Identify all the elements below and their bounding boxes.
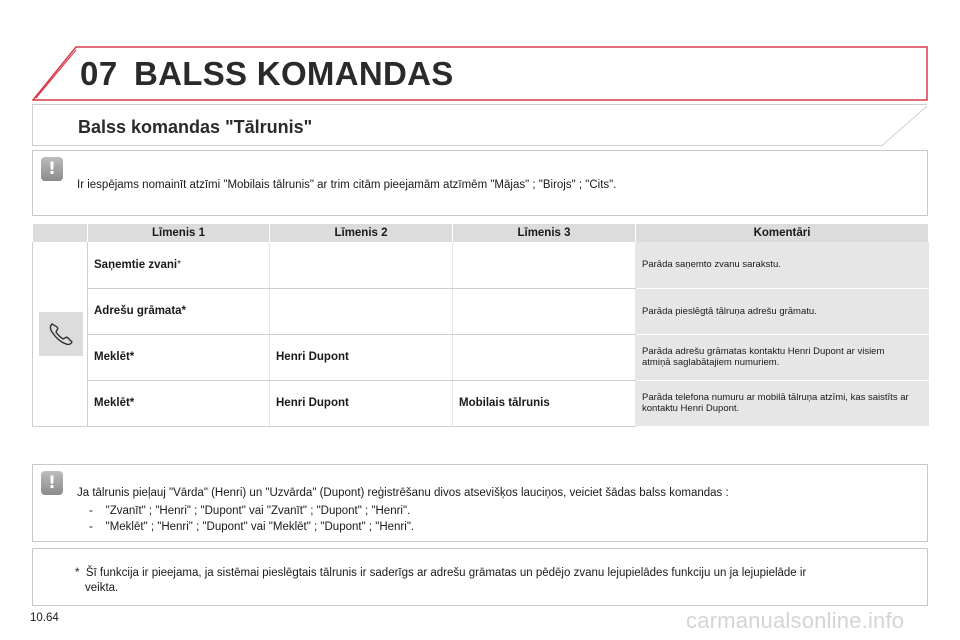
note-box-label-change [32, 150, 928, 216]
cell-level3: Mobilais tālrunis [453, 380, 636, 426]
exclamation-icon: ! [41, 157, 63, 181]
cell-level3 [453, 334, 636, 380]
cell-level2: Henri Dupont [270, 380, 453, 426]
table-header-comments: Komentāri [636, 224, 929, 242]
cell-level1: Meklēt* [88, 334, 270, 380]
chapter-number: 07 [80, 55, 118, 92]
table-header-icon [33, 224, 88, 242]
note-box-name-fields [32, 464, 928, 542]
cell-level1: Adrešu grāmata* [88, 288, 270, 334]
watermark: carmanualsonline.info [686, 608, 905, 633]
table-row [33, 288, 929, 334]
exclamation-icon: ! [41, 471, 63, 495]
note-name-fields-intro: Ja tālrunis pieļauj "Vārda" (Henri) un "Uzvārda" (Dupont) reģistrēšanu divos atsevišķos lauciņos, veiciet šādas balss komandas : [77, 487, 729, 499]
phone-command-table [32, 224, 929, 427]
cell-level2 [270, 288, 453, 334]
cell-level1 [88, 242, 270, 288]
chapter-title: BALSS KOMANDAS [134, 55, 454, 92]
table-header-row [33, 224, 929, 242]
table-row [33, 334, 929, 380]
note-name-fields-item2: - "Meklēt" ; "Henri" ; "Dupont" vai "Meklēt" ; "Dupont" ; "Henri". [89, 521, 415, 533]
section-title: Balss komandas "Tālrunis" [78, 117, 313, 137]
cell-level1: Meklēt* [88, 380, 270, 426]
footnote-box [32, 548, 928, 606]
cell-comment: Parāda saņemto zvanu sarakstu. [636, 242, 929, 288]
cell-comment: Parāda pieslēgtā tālruņa adrešu grāmatu. [636, 288, 929, 334]
cell-comment: Parāda telefona numuru ar mobilā tālruņa atzīmi, kas saistīts ar kontaktu Henri Dupont. [636, 380, 929, 426]
phone-icon [39, 312, 83, 356]
table-header-level2: Līmenis 2 [270, 224, 453, 242]
phone-icon-cell [33, 242, 88, 426]
note-label-change-text: Ir iespējams nomainīt atzīmi "Mobilais tālrunis" ar trim citām pieejamām atzīmēm "Mājas" ; "Birojs" ; "Cits". [77, 179, 617, 191]
table-row [33, 242, 929, 288]
footnote-star: * [177, 258, 181, 270]
cell-level3 [453, 288, 636, 334]
note-name-fields-item1: - "Zvanīt" ; "Henri" ; "Dupont" vai "Zvanīt" ; "Dupont" ; "Henri". [89, 505, 411, 517]
cell-level2: Henri Dupont [270, 334, 453, 380]
page-number: 10.64 [30, 612, 59, 624]
cell-comment: Parāda adrešu grāmatas kontaktu Henri Dupont ar visiem atmiņā saglabātajiem numuriem. [636, 334, 929, 380]
cell-level3 [453, 242, 636, 288]
footnote-line1: * Šī funkcija ir pieejama, ja sistēmai pieslēgtais tālrunis ir saderīgs ar adrešu grāmatas un pēdējo zvanu lejupielādes funkciju un ja lejupielāde ir [75, 567, 807, 579]
cell-level1-text: Saņemtie zvani [94, 258, 178, 271]
table-header-level1: Līmenis 1 [88, 224, 270, 242]
table-row [33, 380, 929, 426]
table-header-level3: Līmenis 3 [453, 224, 636, 242]
footnote-line2: veikta. [85, 582, 119, 594]
cell-level2 [270, 242, 453, 288]
